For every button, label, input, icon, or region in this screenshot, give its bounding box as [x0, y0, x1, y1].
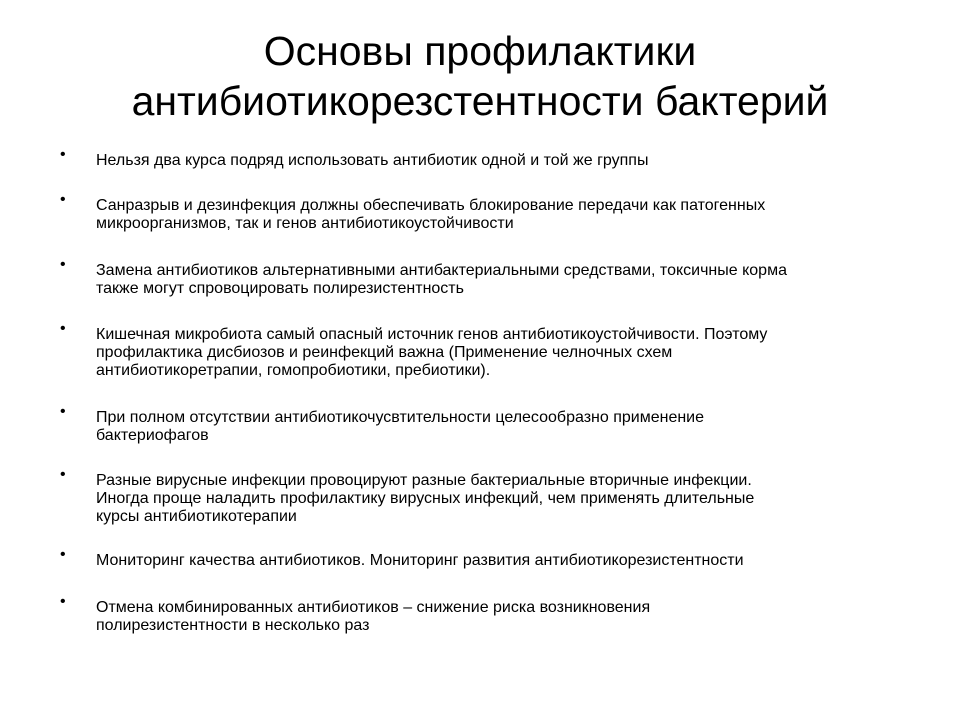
bullet-text: Нельзя два курса подряд использовать антибиотик одной и той же группы: [96, 152, 649, 169]
bullet-marker: •: [60, 146, 66, 163]
bullet-marker: •: [60, 256, 66, 273]
bullet-marker: •: [60, 546, 66, 563]
bullet-text: Мониторинг качества антибиотиков. Мониторинг развития антибиотикорезистентности: [96, 552, 744, 569]
bullet-text: Разные вирусные инфекции провоцируют разные бактериальные вторичные инфекции. Иногда проще наладить профилактику вирусных инфекций, чем применять длительные курсы антибиотикотерапии: [96, 472, 755, 525]
title-line-1: Основы профилактики: [263, 28, 697, 74]
bullet-marker: •: [60, 593, 66, 610]
bullet-text: Замена антибиотиков альтернативными антибактериальными средствами, токсичные корма также могут спровоцировать полирезистентность: [96, 262, 787, 297]
bullet-marker: •: [60, 466, 66, 483]
bullet-text: Санразрыв и дезинфекция должны обеспечивать блокирование передачи как патогенных микроорганизмов, так и генов антибиотикоустойчивости: [96, 197, 766, 232]
bullet-text: Отмена комбинированных антибиотиков – снижение риска возникновения полирезистентности в несколько раз: [96, 599, 651, 634]
bullet-marker: •: [60, 320, 66, 337]
bullet-text: Кишечная микробиота самый опасный источник генов антибиотикоустойчивости. Поэтому профилактика дисбиозов и реинфекций важна (Применение челночных схем антибиотикоретрапии, гомопробиотики, пребиотики).: [96, 326, 768, 379]
bullet-marker: •: [60, 403, 66, 420]
title-line-2: антибиотикорезстентности бактерий: [131, 78, 829, 124]
bullet-marker: •: [60, 191, 66, 208]
bullet-text: При полном отсутствии антибиотикочусвтительности целесообразно применение бактериофагов: [96, 409, 705, 444]
slide-title: [0, 26, 960, 126]
